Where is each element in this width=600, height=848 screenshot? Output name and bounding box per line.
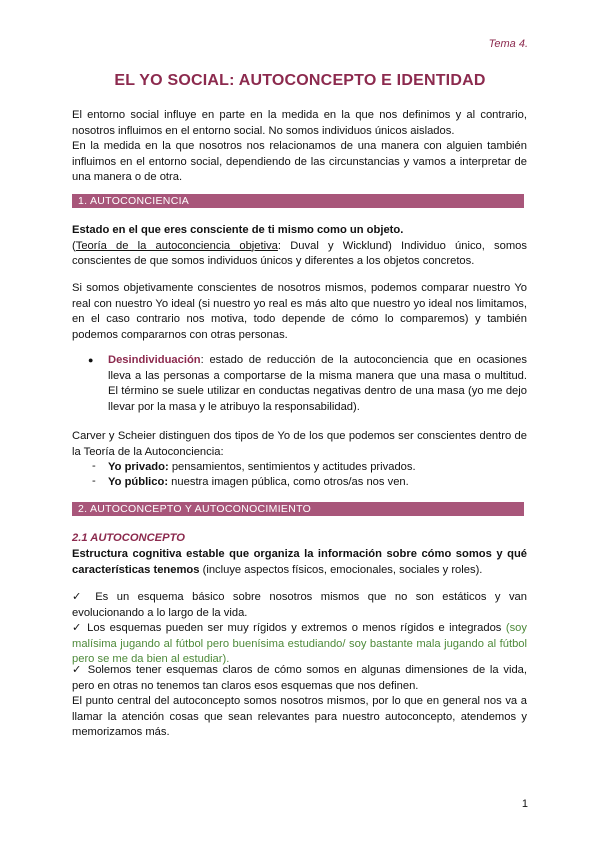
page-title: EL YO SOCIAL: AUTOCONCEPTO E IDENTIDAD <box>114 72 486 89</box>
dash-icon: - <box>92 475 96 487</box>
header-topic: Tema 4. <box>488 38 528 50</box>
check-2-example: (soy malísima jugando al fútbol pero buenísima estudiando/ soy bastante mala jugando al fútbol pero se me da bien al estudiar). <box>72 622 527 666</box>
section-2-heading: 2. AUTOCONCEPTO Y AUTOCONOCIMIENTO <box>72 502 524 516</box>
bullet-text: : estado de reducción de la autoconciencia que en ocasiones lleva a las personas a comportarse de la misma manera que una masa o multitud. El término se suele utilizar en conductas negativas dentro de una masa (yo me dejo llevar por la masa y le atribuyo la responsabilidad). <box>108 354 527 413</box>
yo-privado-term: Yo privado: <box>108 461 169 473</box>
check-item-2 <box>72 621 527 668</box>
objective-awareness-paragraph: Si somos objetivamente conscientes de nosotros mismos, podemos comparar nuestro Yo real con nuestro Yo ideal (si nuestro yo real es más alto que nuestro yo ideal nos limitamos, en el caso contrario nos motiva, todo depende de cómo lo comparemos) y también podemos compararnos con otras personas. <box>72 282 527 341</box>
bullet-desindividuacion <box>108 353 527 415</box>
autoconcepto-definition <box>72 547 527 578</box>
dash-icon: - <box>92 460 96 472</box>
yo-privado-text: pensamientos, sentimientos y actitudes privados. <box>168 461 416 473</box>
check-item-3: ✓ Solemos tener esquemas claros de cómo somos en algunas dimensiones de la vida, pero en otras no tenemos tan claros esos esquemas que nos definen. <box>72 664 527 692</box>
page-number: 1 <box>521 798 528 810</box>
check-2-text: ✓ Los esquemas pueden ser muy rígidos y extremos o menos rígidos e integrados <box>72 622 506 634</box>
theory-link: Teoría de la autoconciencia objetiva <box>75 239 278 252</box>
theory-open: ( <box>72 239 76 252</box>
definition-bold: Estado en el que eres consciente de ti mismo como un objeto. <box>72 224 404 236</box>
yo-publico-term: Yo público: <box>108 476 169 488</box>
carver-scheier-paragraph: Carver y Scheier distinguen dos tipos de Yo de los que podemos ser conscientes dentro de la Teoría de la Autoconciencia: <box>72 430 527 458</box>
theory-rest: : Duval y Wicklund) Individuo único, somos conscientes de que somos individuos únicos y diferentes a los objetos concretos. <box>72 239 527 268</box>
intro-paragraph-2: En la medida en la que nosotros nos relacionamos de una manera con alguien también influimos en el entorno social, dependiendo de las circunstancias y vamos a interpretar de una manera o de otra. <box>72 140 527 184</box>
yo-publico-text: nuestra imagen pública, como otros/as nos ven. <box>168 476 409 488</box>
yo-privado-item <box>108 460 527 476</box>
section-1-heading: 1. AUTOCONCIENCIA <box>72 194 524 208</box>
check-item-1: ✓ Es un esquema básico sobre nosotros mismos que no son estáticos y van evolucionando a lo largo de la vida. <box>72 591 527 619</box>
intro-paragraph-1: El entorno social influye en parte en la medida en la que nos definimos y al contrario, nosotros influimos en el entorno social. No somos individuos únicos aislados. <box>72 109 527 137</box>
bullet-term: Desindividuación <box>108 354 201 366</box>
section-1-definition <box>72 223 527 270</box>
central-point-paragraph: El punto central del autoconcepto somos nosotros mismos, por lo que en general nos va a llamar la atención cosas que sean relevantes para nuestro autoconcepto, atendemos y memorizamos más. <box>72 695 527 739</box>
bullet-icon: ● <box>88 355 94 365</box>
definition-bold: Estructura cognitiva estable que organiza la información sobre cómo somos y qué características tenemos <box>72 548 527 576</box>
subsection-heading: 2.1 AUTOCONCEPTO <box>72 532 185 544</box>
yo-publico-item <box>108 475 527 491</box>
definition-rest: (incluye aspectos físicos, emocionales, sociales y roles). <box>199 563 483 576</box>
